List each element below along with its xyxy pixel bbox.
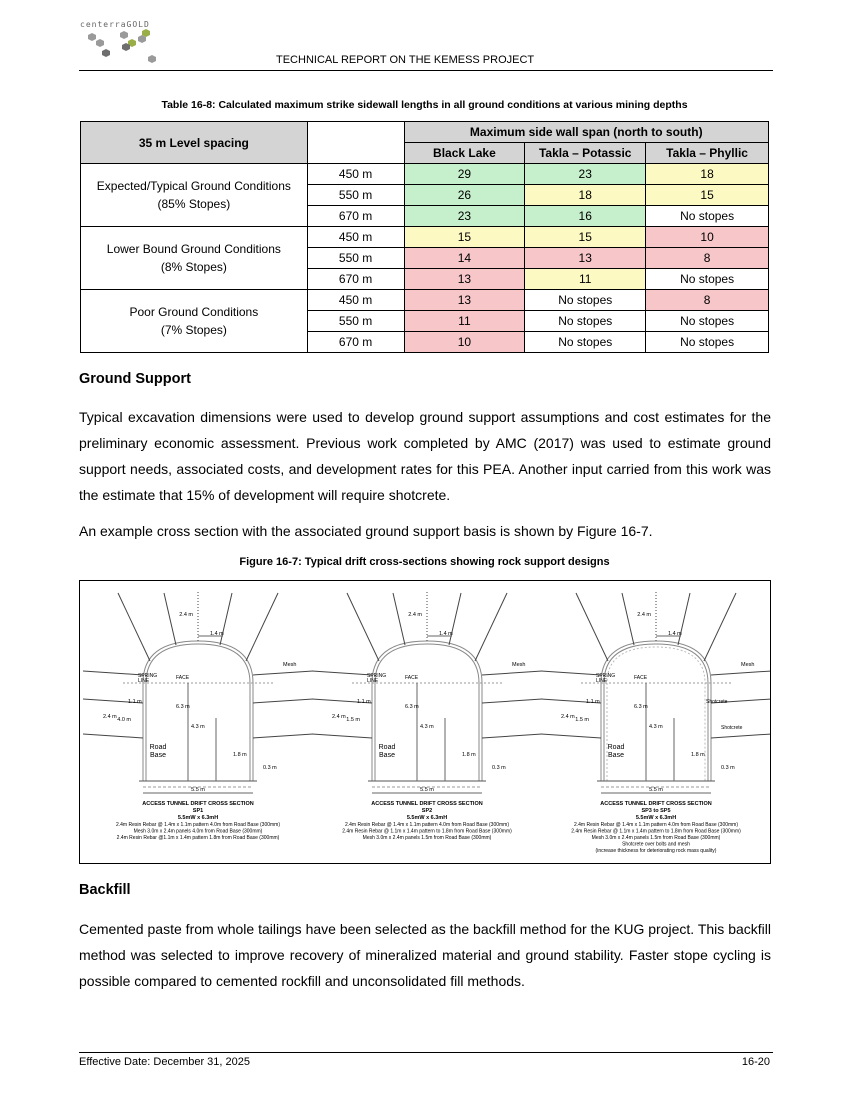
condition-name: Expected/Typical Ground Conditions (96, 179, 291, 193)
support-note: 2.4m Resin Rebar @ 1.4m x 1.1m pattern 4.0m from Road Base (300mm) (344, 822, 510, 828)
page-number: 16-20 (741, 1056, 770, 1068)
drawing-label: Base (608, 752, 624, 759)
rock-bolt (393, 593, 405, 645)
support-note: Mesh 3.0m x 2.4m panels 1.5m from Road Base (300mm) (591, 835, 721, 841)
span-value-cell: 18 (525, 185, 646, 206)
span-value-cell: No stopes (525, 332, 646, 353)
drawing-label: LINE (367, 678, 379, 684)
sidewall-table (80, 121, 769, 353)
tunnel-outline (146, 644, 250, 781)
drawing-label: 2.4 m (332, 714, 346, 720)
drawing-label: LINE (138, 678, 150, 684)
drift-dimensions: 5.5mW x 6.3mH (177, 815, 219, 821)
rock-bolt (482, 699, 542, 703)
table-row (81, 227, 769, 248)
mining-depth: 670 m (307, 206, 404, 227)
drawing-label: 2.4 m (103, 714, 117, 720)
left-height-label: 1.5 m (346, 717, 360, 723)
mining-depth: 450 m (307, 290, 404, 311)
drawing-label: 1.4 m (668, 631, 682, 637)
column-header: Takla – Potassic (525, 143, 646, 164)
drawing-label: 4.3 m (420, 724, 434, 730)
support-pattern-id: SP1 (192, 808, 204, 814)
span-value-cell: 26 (404, 185, 525, 206)
rock-bolt (704, 593, 736, 661)
drawing-label: 1.1 m (357, 699, 371, 705)
table-row (81, 164, 769, 185)
section-heading-backfill: Backfill (79, 882, 131, 898)
drawing-label: 1.8 m (233, 752, 247, 758)
support-note: 2.4m Resin Rebar @ 1.1m x 1.4m pattern to 1.8m from Road Base (300mm) (571, 828, 741, 835)
drawing-label: 0.3 m (263, 765, 277, 771)
span-value-cell: 18 (646, 164, 769, 185)
left-height-label: 1.5 m (575, 717, 589, 723)
span-value-cell: 8 (646, 290, 769, 311)
drawing-label: 1.8 m (691, 752, 705, 758)
drawing-label: LINE (596, 678, 608, 684)
condition-share: (8% Stopes) (160, 260, 227, 274)
span-value-cell: 15 (525, 227, 646, 248)
cross-sections-drawing (80, 581, 770, 863)
ground-condition-label (81, 290, 308, 353)
logo-wordmark: centerraGOLD (80, 20, 150, 29)
rock-bolt (83, 734, 143, 738)
company-logo (80, 20, 190, 70)
drawing-label: FACE (405, 675, 419, 681)
tunnel-outline (601, 641, 711, 781)
drawing-label: 0.3 m (721, 765, 735, 771)
tunnel-outline (372, 641, 482, 781)
support-pattern-id: SP2 (421, 808, 433, 814)
section-title: ACCESS TUNNEL DRIFT CROSS SECTION (600, 801, 712, 807)
drawing-label: 2.4 m (561, 714, 575, 720)
span-value-cell: 15 (404, 227, 525, 248)
span-value-cell: 11 (525, 269, 646, 290)
support-note: 2.4m Resin Rebar @ 1.4m x 1.1m pattern 4.0m from Road Base (300mm) (573, 822, 739, 828)
span-value-cell: 14 (404, 248, 525, 269)
condition-name: Lower Bound Ground Conditions (106, 242, 281, 256)
span-header: Maximum side wall span (north to south) (404, 122, 768, 143)
span-value-cell: 13 (525, 248, 646, 269)
drawing-label: 2.4 m (408, 612, 422, 618)
rock-bolt (220, 593, 232, 645)
span-value-cell: 13 (404, 290, 525, 311)
drawing-label: 5.5 m (420, 787, 434, 793)
rock-bolt (482, 671, 542, 675)
paragraph: An example cross section with the associated ground support basis is shown by Figure 16-7. (79, 523, 653, 539)
rock-bolt (312, 734, 372, 738)
span-value-cell: 23 (404, 206, 525, 227)
drawing-label: Road (607, 744, 625, 751)
corner-header: 35 m Level spacing (81, 122, 308, 164)
figure-drift-cross-sections (79, 580, 771, 864)
support-pattern-id: SP3 to SP5 (641, 808, 671, 814)
drawing-label: SPRING (596, 673, 616, 679)
span-value-cell: No stopes (646, 206, 769, 227)
rock-bolt (711, 671, 770, 675)
mining-depth: 550 m (307, 185, 404, 206)
span-value-cell: No stopes (646, 269, 769, 290)
section-title: ACCESS TUNNEL DRIFT CROSS SECTION (142, 801, 254, 807)
footer-divider (79, 1052, 773, 1053)
rock-bolt (541, 671, 601, 675)
drawing-label: 4.3 m (649, 724, 663, 730)
rock-bolt (118, 593, 150, 661)
drawing-label: Road (149, 744, 167, 751)
span-value-cell: 15 (646, 185, 769, 206)
span-value-cell: No stopes (646, 332, 769, 353)
mining-depth: 450 m (307, 164, 404, 185)
mining-depth: 670 m (307, 332, 404, 353)
rock-bolt (482, 734, 542, 738)
mining-depth: 670 m (307, 269, 404, 290)
drawing-label: 1.1 m (128, 699, 142, 705)
span-value-cell: 8 (646, 248, 769, 269)
ground-condition-label (81, 227, 308, 290)
effective-date: Effective Date: December 31, 2025 (79, 1056, 251, 1068)
mining-depth: 450 m (307, 227, 404, 248)
drawing-label: 2.4 m (179, 612, 193, 618)
mining-depth: 550 m (307, 311, 404, 332)
column-header: Takla – Phyllic (646, 143, 769, 164)
rock-bolt (622, 593, 634, 645)
drawing-label: 4.3 m (191, 724, 205, 730)
span-value-cell: 23 (525, 164, 646, 185)
left-height-label: 4.0 m (117, 717, 131, 723)
shotcrete-layer (607, 647, 705, 781)
drawing-label: 5.5 m (191, 787, 205, 793)
figure-caption: Figure 16-7: Typical drift cross-sections showing rock support designs (239, 556, 610, 568)
drawing-label: 6.3 m (634, 704, 648, 710)
span-value-cell: 11 (404, 311, 525, 332)
mining-depth: 550 m (307, 248, 404, 269)
drawing-label: Base (379, 752, 395, 759)
paragraph: Cemented paste from whole tailings have been selected as the backfill method for the KUG project. This backfill method was selected to improve recovery of mineralized material and ground stability. Faster stope cycling is possible compared to cemented rockfill and unconsolidated fill methods. (79, 921, 771, 989)
tunnel-outline (143, 641, 253, 781)
section-heading-ground-support: Ground Support (79, 371, 191, 387)
support-note: 2.4m Resin Rebar @ 1.4m x 1.1m pattern 4.0m from Road Base (300mm) (115, 822, 281, 828)
drawing-label: 1.4 m (210, 631, 224, 637)
rock-bolt (541, 734, 601, 738)
drawing-label: 1.4 m (439, 631, 453, 637)
rock-bolt (576, 593, 608, 661)
rock-bolt (347, 593, 379, 661)
support-note: 2.4m Resin Rebar @ 1.1m x 1.4m pattern to 1.8m from Road Base (300mm) (342, 828, 512, 835)
support-note: Mesh 3.0m x 2.4m panels 4.0m from Road Base (300mm) (133, 828, 263, 835)
drawing-label: 1.8 m (462, 752, 476, 758)
rock-bolt (83, 671, 143, 675)
report-title: TECHNICAL REPORT ON THE KEMESS PROJECT (276, 54, 535, 66)
drawing-label: Mesh (741, 662, 755, 668)
drawing-label: Shotcrete (721, 725, 743, 731)
span-value-cell: 29 (404, 164, 525, 185)
table-caption: Table 16-8: Calculated maximum strike sidewall lengths in all ground conditions at various mining depths (161, 99, 688, 111)
drawing-label: 5.5 m (649, 787, 663, 793)
drawing-label: Mesh (512, 662, 526, 668)
drawing-label: Shotcrete (706, 699, 728, 705)
support-note: Shotcrete over bolts and mesh (622, 841, 690, 848)
span-value-cell: No stopes (646, 311, 769, 332)
support-note: Mesh 3.0m x 2.4m panels 1.5m from Road Base (300mm) (362, 835, 492, 841)
rock-bolt (253, 671, 313, 675)
condition-share: (7% Stopes) (160, 323, 227, 337)
span-value-cell: 16 (525, 206, 646, 227)
paragraph: Typical excavation dimensions were used to develop ground support assumptions and cost estimates for the preliminary economic assessment. Previous work completed by AMC (2017) was used to estimate ground support needs, associated costs, and development rates for this PEA. Another input carried from this work was the estimate that 15% of development will require shotcrete. (79, 409, 771, 503)
drawing-label: SPRING (367, 673, 387, 679)
rock-bolt (475, 593, 507, 661)
ground-condition-label (81, 164, 308, 227)
drawing-label: Road (378, 744, 396, 751)
drawing-label: Base (150, 752, 166, 759)
drawing-label: FACE (634, 675, 648, 681)
span-value-cell: 10 (404, 332, 525, 353)
span-value-cell: 10 (646, 227, 769, 248)
span-value-cell: No stopes (525, 290, 646, 311)
support-note: 2.4m Resin Rebar @1.1m x 1.4m pattern 1.8m from Road Base (300mm) (116, 835, 280, 841)
header-divider (79, 70, 773, 71)
condition-name: Poor Ground Conditions (129, 305, 259, 319)
section-title: ACCESS TUNNEL DRIFT CROSS SECTION (371, 801, 483, 807)
span-value-cell: 13 (404, 269, 525, 290)
logo-hex-cluster-icon (80, 29, 160, 63)
tunnel-outline (604, 644, 708, 781)
drawing-label: 0.3 m (492, 765, 506, 771)
drawing-label: SPRING (138, 673, 158, 679)
drift-dimensions: 5.5mW x 6.3mH (406, 815, 448, 821)
drawing-label: 6.3 m (176, 704, 190, 710)
column-header: Black Lake (404, 143, 525, 164)
table-row (81, 290, 769, 311)
drawing-label: 2.4 m (637, 612, 651, 618)
rock-bolt (711, 734, 770, 738)
rock-bolt (449, 593, 461, 645)
rock-bolt (164, 593, 176, 645)
rock-bolt (246, 593, 278, 661)
support-note: (increase thickness for deteriorating rock mass quality) (595, 848, 717, 854)
drawing-label: FACE (176, 675, 190, 681)
rock-bolt (312, 671, 372, 675)
depth-header (307, 122, 404, 164)
drawing-label: Mesh (283, 662, 297, 668)
drawing-label: 1.1 m (586, 699, 600, 705)
drift-dimensions: 5.5mW x 6.3mH (635, 815, 677, 821)
rock-bolt (253, 699, 313, 703)
rock-bolt (678, 593, 690, 645)
tunnel-outline (375, 644, 479, 781)
span-value-cell: No stopes (525, 311, 646, 332)
table-body (81, 164, 769, 353)
rock-bolt (253, 734, 313, 738)
drawing-label: 6.3 m (405, 704, 419, 710)
condition-share: (85% Stopes) (157, 197, 231, 211)
